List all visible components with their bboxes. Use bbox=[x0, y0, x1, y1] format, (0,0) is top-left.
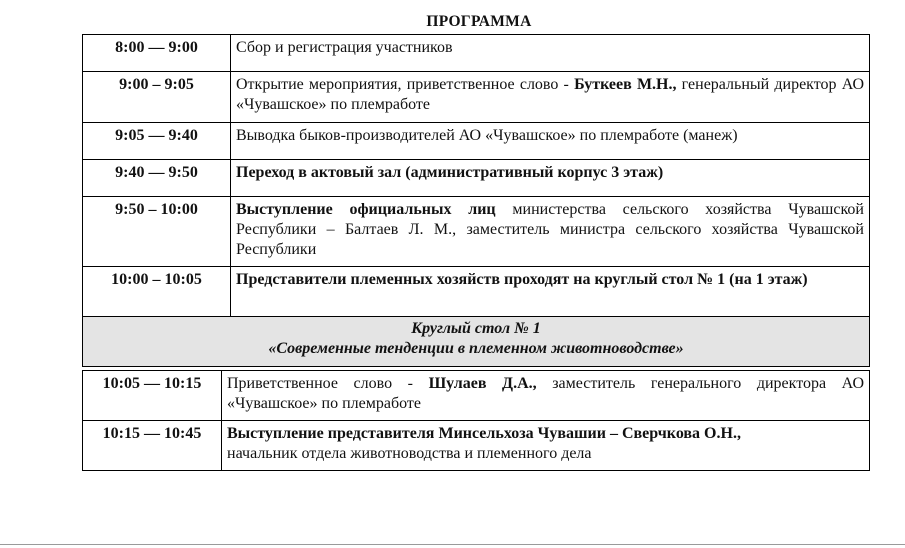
description-text: начальник отдела животноводства и племенного дела bbox=[227, 445, 592, 462]
description-cell bbox=[231, 197, 870, 267]
description-cell bbox=[231, 267, 870, 317]
table-row bbox=[83, 35, 870, 72]
description-bold-text: Выступление официальных лиц bbox=[236, 201, 496, 218]
description-bold-text: Представители племенных хозяйств проходят на круглый стол № 1 (на 1 этаж) bbox=[236, 271, 808, 288]
time-cell: 10:05 — 10:15 bbox=[83, 371, 222, 421]
description-text: генеральный директор АО «Чувашское» по племработе bbox=[236, 76, 865, 113]
description-text: министерства сельского хозяйства Чувашской Республики – Балтаев Л. М., заместитель министра сельского хозяйства Чувашской Республики bbox=[236, 201, 864, 258]
time-cell: 10:00 – 10:05 bbox=[83, 267, 231, 317]
program-table bbox=[82, 34, 870, 367]
time-cell: 9:00 – 9:05 bbox=[83, 72, 231, 123]
description-bold-text: Переход в актовый зал (административный корпус 3 этаж) bbox=[236, 164, 664, 181]
description-text: Сбор и регистрация участников bbox=[236, 39, 453, 56]
description-cell bbox=[222, 371, 870, 421]
description-cell bbox=[231, 160, 870, 197]
table-row bbox=[83, 267, 870, 317]
roundtable-table bbox=[82, 370, 870, 471]
table-row bbox=[83, 160, 870, 197]
section-header-row bbox=[83, 317, 870, 367]
speaker-name: Буткеев М.Н., bbox=[574, 76, 677, 93]
description-cell bbox=[222, 421, 870, 471]
time-cell: 10:15 — 10:45 bbox=[83, 421, 222, 471]
table-row bbox=[83, 123, 870, 160]
description-text: Выводка быков-производителей АО «Чувашское» по племработе (манеж) bbox=[236, 127, 738, 144]
speaker-name: Шулаев Д.А., bbox=[428, 375, 537, 392]
description-text: заместитель генерального директора АО «Чувашское» по племработе bbox=[227, 375, 864, 412]
description-text: Открытие мероприятия, приветственное слово - bbox=[236, 76, 575, 93]
section-header-cell bbox=[83, 317, 870, 367]
table-row bbox=[83, 72, 870, 123]
time-cell: 9:40 — 9:50 bbox=[83, 160, 231, 197]
description-cell bbox=[231, 72, 870, 123]
time-cell: 8:00 — 9:00 bbox=[83, 35, 231, 72]
program-title: ПРОГРАММА bbox=[426, 13, 532, 30]
description-text: Приветственное слово - bbox=[227, 375, 429, 392]
section-title: Круглый стол № 1 bbox=[411, 320, 541, 337]
table-row bbox=[83, 197, 870, 267]
time-cell: 9:50 – 10:00 bbox=[83, 197, 231, 267]
page-bottom-divider bbox=[0, 544, 905, 545]
description-cell bbox=[231, 35, 870, 72]
table-row bbox=[83, 421, 870, 471]
description-cell bbox=[231, 123, 870, 160]
table-row bbox=[83, 371, 870, 421]
section-subtitle: «Современные тенденции в племенном животноводстве» bbox=[268, 340, 684, 357]
speaker-name: Выступление представителя Минсельхоза Чувашии – Сверчкова О.Н., bbox=[227, 425, 741, 442]
time-cell: 9:05 — 9:40 bbox=[83, 123, 231, 160]
